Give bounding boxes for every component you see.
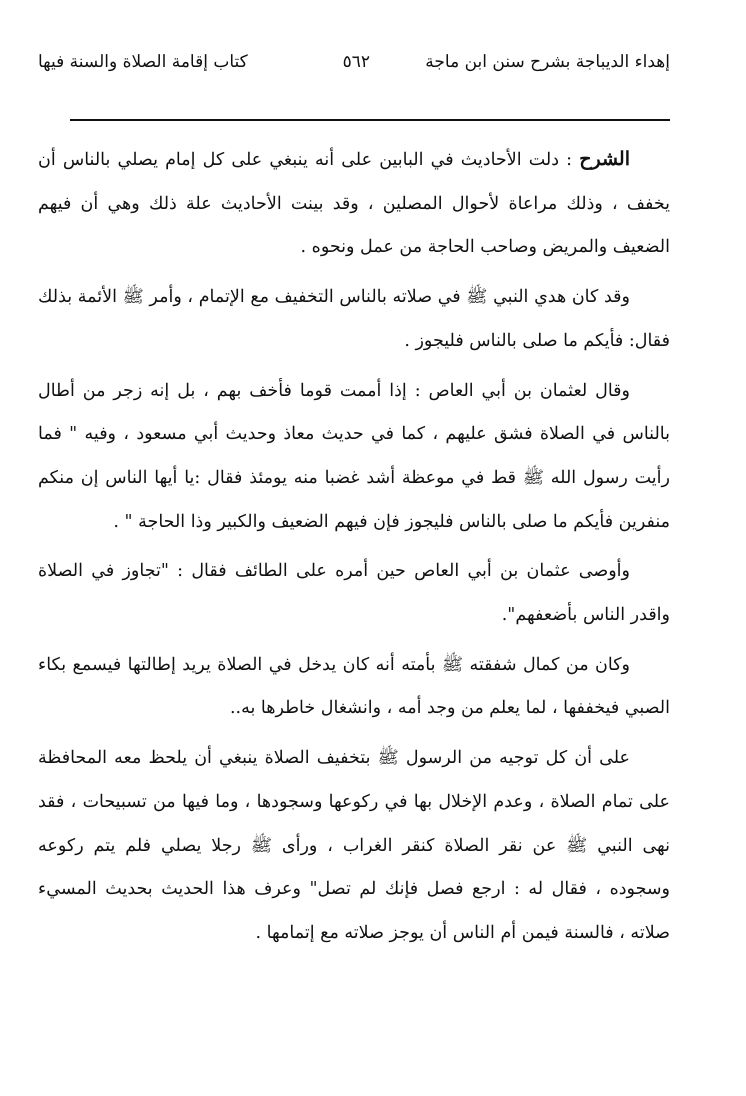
paragraph-2: وقد كان هدي النبي ﷺ في صلاته بالناس التخفيف مع الإتمام ، وأمر ﷺ الأئمة بذلك فقال: فأيكم ما صلى بالناس فليجوز . xyxy=(38,287,670,351)
page-number: ٥٦٢ xyxy=(342,52,370,72)
running-header xyxy=(38,52,670,86)
paragraph-5: وكان من كمال شفقته ﷺ بأمته أنه كان يدخل في الصلاة يريد إطالتها فيسمع بكاء الصبي فيخففها ، لما يعلم من وجد أمه ، وانشغال خاطرها به.. xyxy=(38,654,670,719)
commentary-lead-term: الشرح xyxy=(579,148,630,170)
commentary-body xyxy=(38,138,670,956)
header-divider xyxy=(70,119,670,121)
chapter-title: كتاب إقامة الصلاة والسنة فيها xyxy=(38,52,248,72)
book-title: إهداء الديباجة بشرح سنن ابن ماجة xyxy=(425,52,670,72)
paragraph-1 xyxy=(38,138,670,270)
paragraph-3: وقال لعثمان بن أبي العاص : إذا أممت قوما فأخف بهم ، بل إنه زجر من أطال بالناس في الصلاة فشق عليهم ، كما في حديث معاذ وحديث أبي مسعود ، وفيه " فما رأيت رسول الله ﷺ قط في موعظة أشد غضبا منه يومئذ فقال :يا أيها الناس إن منكم منفرين فأيكم ما صلى بالناس فليجوز فإن فيهم الضعيف والكبير وذا الحاجة " . xyxy=(38,380,670,532)
paragraph-4: وأوصى عثمان بن أبي العاص حين أمره على الطائف فقال : "تجاوز في الصلاة واقدر الناس بأضعفهم". xyxy=(38,561,670,626)
paragraph-6: على أن كل توجيه من الرسول ﷺ بتخفيف الصلاة ينبغي أن يلحظ معه المحافظة على تمام الصلاة ، وعدم الإخلال بها في ركوعها وسجودها ، وما فيها من تسبيحات ، فقد نهى النبي ﷺ عن نقر الصلاة كنقر الغراب ، ورأى ﷺ رجلا يصلي فلم يتم ركوعه وسجوده ، فقال له : ارجع فصل فإنك لم تصل" وعرف هذا الحديث بحديث المسيء صلاته ، فالسنة فيمن أم الناس أن يوجز صلاته مع إتمامها . xyxy=(38,748,670,943)
paragraph-1-text: : دلت الأحاديث في البابين على أنه ينبغي على كل إمام يصلي بالناس أن يخفف ، وذلك مراعاة لأحوال المصلين ، وقد بينت الأحاديث علة ذلك وهي أن فيهم الضعيف والمريض وصاحب الحاجة من عمل ونحوه . xyxy=(38,150,670,258)
